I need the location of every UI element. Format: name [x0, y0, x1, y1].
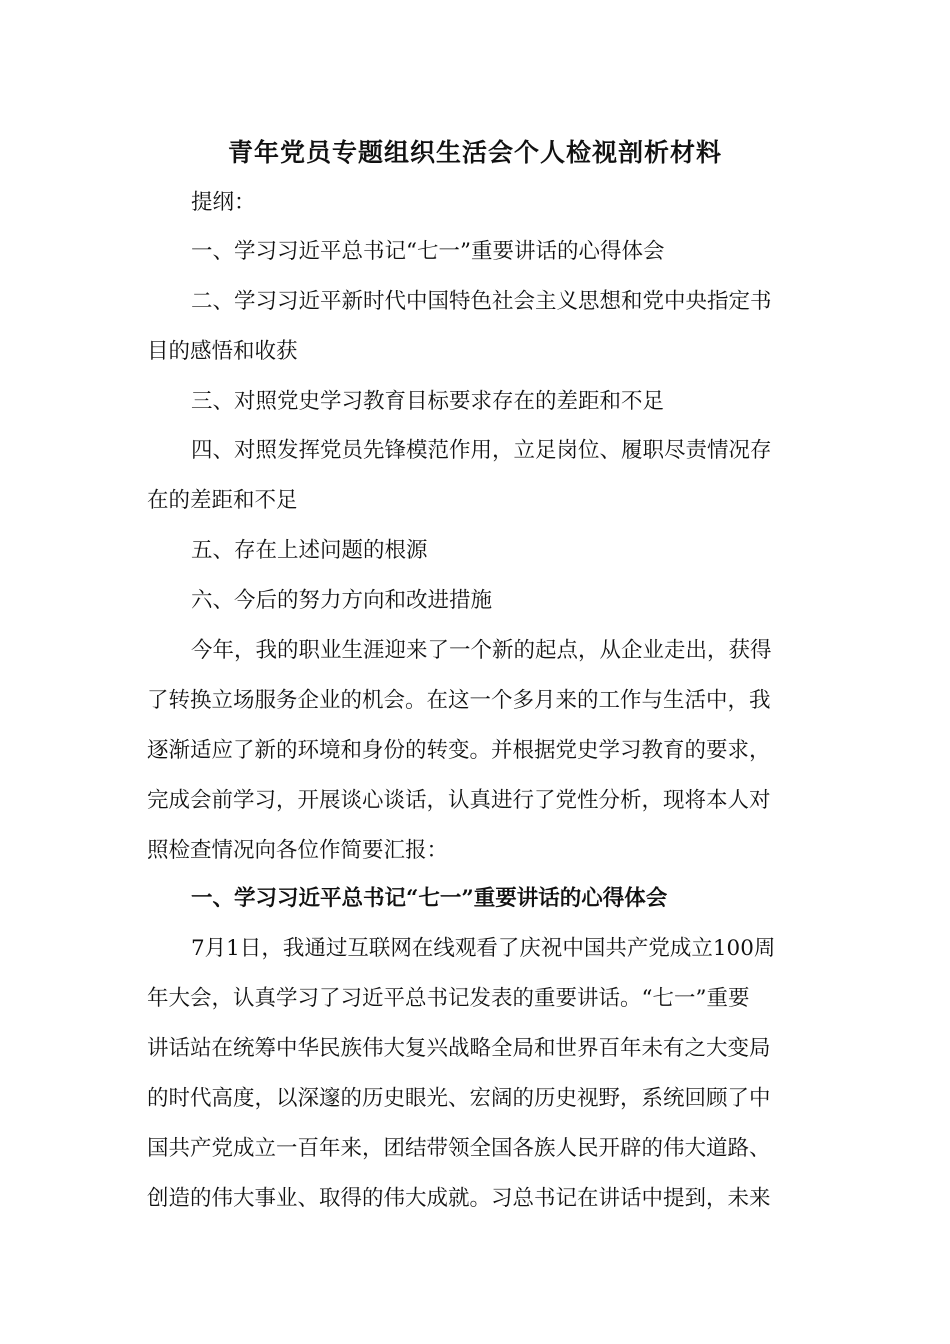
- outline-item-line: 一、学习习近平总书记“七一”重要讲话的心得体会: [191, 239, 665, 264]
- outline-item-4: [147, 426, 807, 526]
- body-line: 7月1日，我通过互联网在线观看了庆祝中国共产党成立100周: [191, 936, 776, 961]
- outline-item-line: 六、今后的努力方向和改进措施: [191, 588, 493, 613]
- outline-item-1: [147, 227, 807, 277]
- outline-item-3: [147, 377, 807, 427]
- outline-item-5: [147, 526, 807, 576]
- section-1-paragraph: [147, 924, 807, 1224]
- body-line: 创造的伟大事业、取得的伟大成就。习总书记在讲话中提到，未来: [147, 1186, 771, 1211]
- body-line: 讲话站在统筹中华民族伟大复兴战略全局和世界百年未有之大变局: [147, 1036, 771, 1061]
- outline-item-line: 四、对照发挥党员先锋模范作用，立足岗位、履职尽责情况存: [191, 438, 772, 463]
- intro-line: 完成会前学习，开展谈心谈话，认真进行了党性分析，现将本人对: [147, 788, 771, 813]
- intro-line: 今年，我的职业生涯迎来了一个新的起点，从企业走出，获得: [191, 638, 772, 663]
- intro-paragraph: [147, 626, 807, 876]
- body-line: 国共产党成立一百年来，团结带领全国各族人民开辟的伟大道路、: [147, 1136, 771, 1161]
- intro-line: 照检查情况向各位作简要汇报：: [147, 838, 449, 863]
- outline-item-line: 二、学习习近平新时代中国特色社会主义思想和党中央指定书: [191, 289, 772, 314]
- section-heading: [147, 874, 807, 924]
- outline-item-6: [147, 576, 807, 626]
- outline-item-2: [147, 277, 807, 377]
- intro-line: 了转换立场服务企业的机会。在这一个多月来的工作与生活中，我: [147, 688, 771, 713]
- intro-line: 逐渐适应了新的环境和身份的转变。并根据党史学习教育的要求，: [147, 738, 771, 763]
- body-line: 的时代高度，以深邃的历史眼光、宏阔的历史视野，系统回顾了中: [147, 1086, 771, 1111]
- outline-item-line: 目的感悟和收获: [147, 339, 298, 364]
- outline-label-paragraph: [147, 178, 807, 228]
- section-heading-text: 一、学习习近平总书记“七一”重要讲话的心得体会: [191, 886, 668, 911]
- body-line: 年大会，认真学习了习近平总书记发表的重要讲话。“七一”重要: [147, 986, 750, 1011]
- outline-item-line: 在的差距和不足: [147, 488, 298, 513]
- document-title: 青年党员专题组织生活会个人检视剖析材料: [227, 138, 722, 167]
- outline-label: 提纲：: [191, 190, 256, 215]
- outline-item-line: 五、存在上述问题的根源: [191, 538, 428, 563]
- outline-item-line: 三、对照党史学习教育目标要求存在的差距和不足: [191, 389, 665, 414]
